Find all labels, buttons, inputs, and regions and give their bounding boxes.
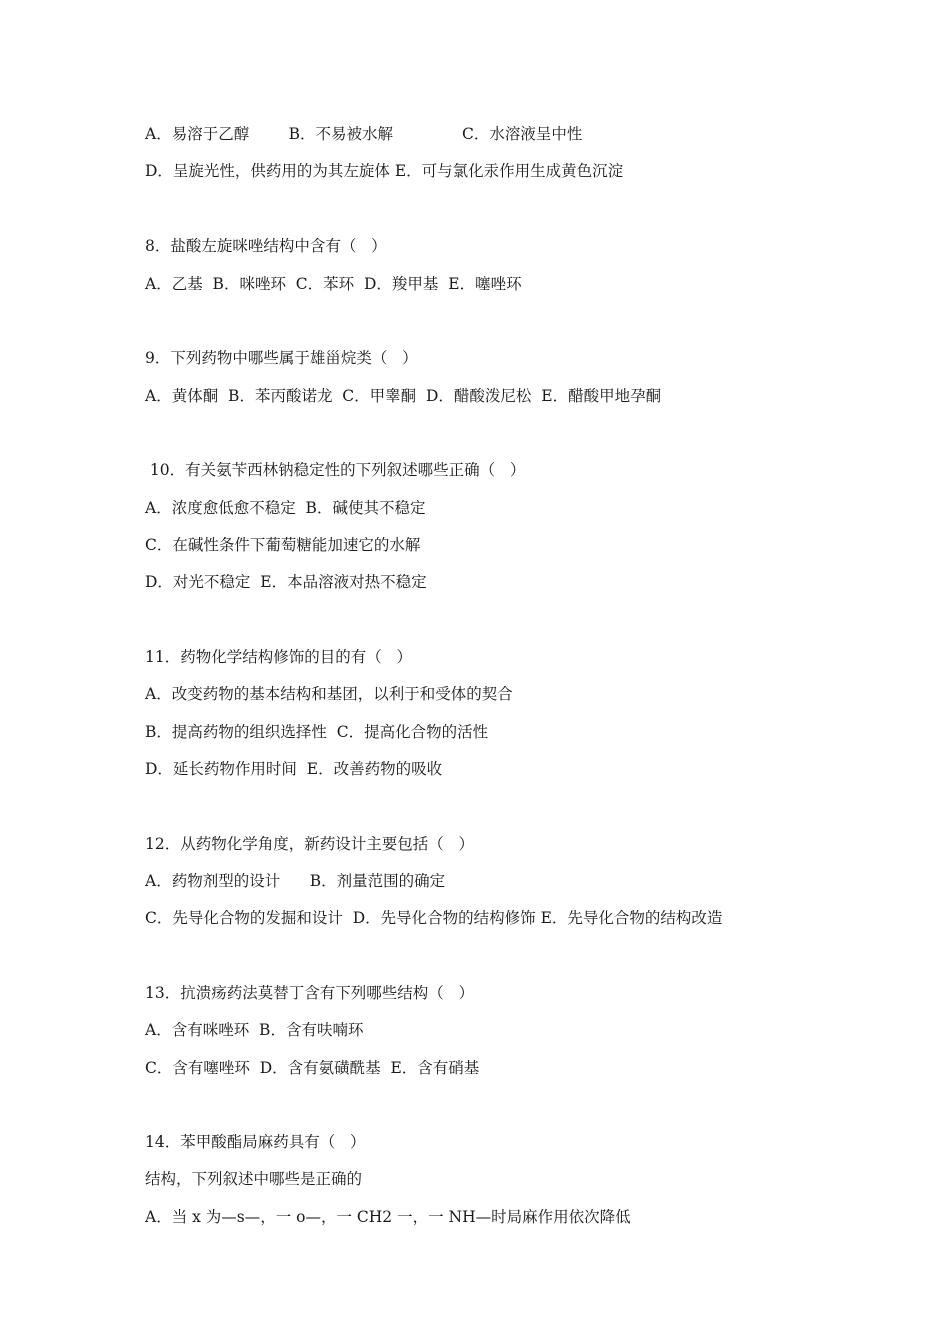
q14-option-a: A．当 x 为—s—，一 o—，一 CH2 一，一 NH—时局麻作用依次降低 [145,1208,631,1226]
q11-options-line-3: D．延长药物作用时间 E．改善药物的吸收 [145,760,443,778]
q13-options-line-2: C．含有噻唑环 D．含有氨磺酰基 E．含有硝基 [145,1059,480,1077]
q12-options-line-1: A．药物剂型的设计 B．剂量范围的确定 [145,872,446,890]
q12-options-line-2: C．先导化合物的发掘和设计 D．先导化合物的结构修饰 E．先导化合物的结构改造 [145,909,723,927]
q9-options: A．黄体酮 B．苯丙酸诺龙 C．甲睾酮 D．醋酸泼尼松 E．醋酸甲地孕酮 [145,387,662,405]
q10-options-line-2: C．在碱性条件下葡萄糖能加速它的水解 [145,536,421,554]
q10-options-line-1: A．浓度愈低愈不稳定 B．碱使其不稳定 [145,499,426,517]
q10-question: 10．有关氨苄西林钠稳定性的下列叙述哪些正确（ ） [145,461,526,479]
q7-options-line-2: D．呈旋光性，供药用的为其左旋体 E．可与氯化汞作用生成黄色沉淀 [145,162,624,180]
q10-options-line-3: D．对光不稳定 E．本品溶液对热不稳定 [145,573,427,591]
q11-options-line-1: A．改变药物的基本结构和基团，以利于和受体的契合 [145,685,513,703]
q14-question: 14．苯甲酸酯局麻药具有（ ） [145,1133,366,1151]
q14-stem: 结构，下列叙述中哪些是正确的 [145,1170,363,1188]
q11-question: 11．药物化学结构修饰的目的有（ ） [145,648,413,666]
q13-question: 13．抗溃疡药法莫替丁含有下列哪些结构（ ） [145,984,475,1002]
q12-question: 12．从药物化学角度，新药设计主要包括（ ） [145,835,475,853]
q9-question: 9．下列药物中哪些属于雄甾烷类（ ） [145,349,418,367]
q11-options-line-2: B．提高药物的组织选择性 C．提高化合物的活性 [145,723,489,741]
q13-options-line-1: A．含有咪唑环 B．含有呋喃环 [145,1021,364,1039]
q8-question: 8．盐酸左旋咪唑结构中含有（ ） [145,237,387,255]
q7-options-line-1: A．易溶于乙醇 B．不易被水解 C．水溶液呈中性 [145,125,583,143]
q8-options: A．乙基 B．咪唑环 C．苯环 D．羧甲基 E．噻唑环 [145,275,522,293]
